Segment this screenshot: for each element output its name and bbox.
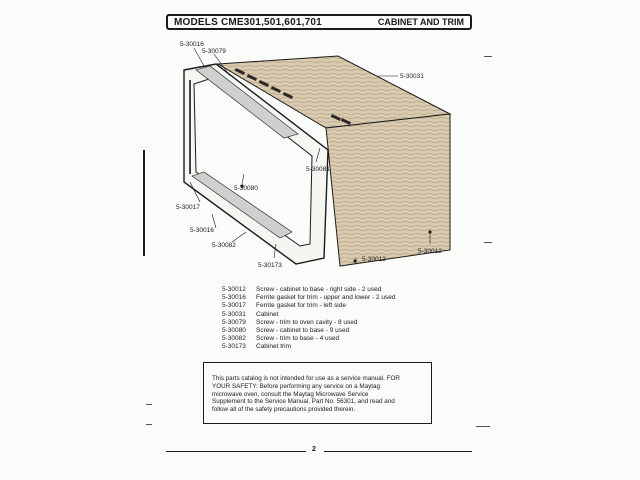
legend-row	[222, 311, 395, 319]
margin-bar	[143, 150, 145, 256]
footer-rule-left	[166, 451, 306, 452]
notice-line: follow all of the safety precautions provided therein.	[212, 406, 356, 414]
notice-line: This parts catalog is not intended for use as a service manual. FOR	[212, 375, 400, 382]
label-5-30012-a: 5-30012	[362, 256, 386, 263]
part-description: Cabinet	[256, 310, 279, 318]
legend-row	[222, 319, 395, 327]
label-5-30079: 5-30079	[202, 48, 226, 55]
part-number: 5-30082	[222, 335, 246, 343]
notice-line: Supplement to the Service Manual, Part No. 56301, and read and	[212, 398, 395, 406]
legend-row	[222, 286, 395, 294]
label-5-30081: 5-30081	[306, 166, 330, 173]
part-number: 5-30079	[222, 318, 246, 326]
part-description: Screw - trim to oven cavity - 8 used	[256, 318, 358, 326]
part-number: 5-30012	[222, 286, 246, 293]
legend-row	[222, 335, 395, 343]
scan-mark	[146, 424, 152, 425]
cabinet-diagram	[150, 32, 490, 282]
part-number: 5-30173	[222, 343, 246, 351]
label-5-30173: 5-30173	[258, 262, 282, 269]
page-number: 2	[312, 446, 316, 453]
label-5-30017: 5-30017	[176, 204, 200, 211]
section-title: CABINET AND TRIM	[377, 17, 464, 27]
models-title: MODELS CME301,501,601,701	[174, 16, 322, 28]
part-number: 5-30017	[222, 302, 246, 310]
page-header	[166, 14, 472, 30]
part-description: Ferrite gasket for trim - upper and lower - 2 used	[256, 294, 396, 302]
part-number: 5-30080	[222, 327, 246, 335]
legend-row	[222, 294, 395, 302]
label-5-30016-top: 5-30016	[180, 41, 204, 48]
label-5-30082: 5-30082	[212, 242, 236, 249]
part-description: Screw - cabinet to base - right side - 2 used	[256, 286, 382, 293]
part-number: 5-30031	[222, 310, 246, 318]
parts-legend	[222, 286, 395, 352]
cabinet-drawing	[150, 32, 490, 282]
part-description: Screw - trim to base - 4 used	[256, 335, 340, 343]
part-description: Screw - cabinet to base - 9 used	[256, 327, 350, 335]
safety-notice	[203, 362, 432, 424]
part-description: Cabinet trim	[256, 343, 292, 351]
label-5-30031: 5-30031	[400, 73, 424, 80]
notice-line: microwave oven, consult the Maytag Microwave Service	[212, 390, 369, 398]
part-number: 5-30016	[222, 294, 246, 302]
legend-row	[222, 327, 395, 335]
scan-mark	[146, 404, 152, 405]
label-5-30080: 5-30080	[234, 185, 258, 192]
scan-mark	[484, 56, 492, 57]
scan-mark	[484, 242, 492, 243]
part-description: Ferrite gasket for trim - left side	[256, 302, 346, 310]
notice-line: YOUR SAFETY: Before performing any service on a Maytag	[212, 382, 380, 390]
legend-row	[222, 343, 395, 351]
footer-rule-right	[324, 451, 472, 452]
label-5-30012-b: 5-30012	[418, 248, 442, 255]
label-5-30016-bottom: 5-30016	[190, 227, 214, 234]
legend-row	[222, 302, 395, 310]
scan-mark	[476, 426, 490, 427]
